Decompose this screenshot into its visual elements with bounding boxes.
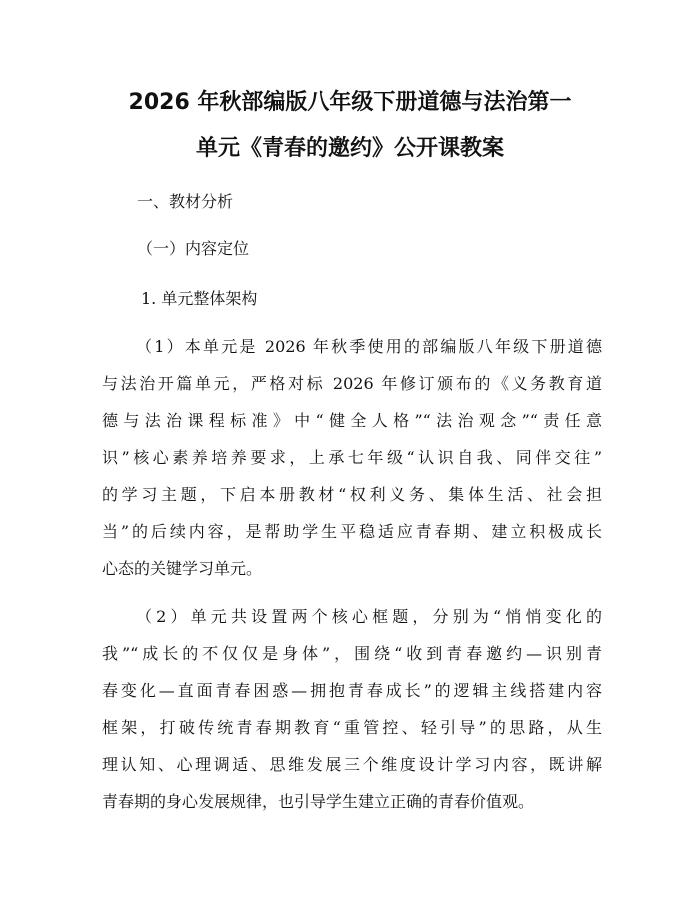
paragraph-2-line: 春变化—直面青春困惑—拥抱青春成长”的逻辑主线搭建内容 <box>102 681 602 700</box>
paragraph-1-line: 当”的后续内容，是帮助学生平稳适应青春期、建立积极成长 <box>102 522 602 541</box>
paragraph-1-line: 的学习主题，下启本册教材“权利义务、集体生活、社会担 <box>102 485 602 504</box>
paragraph-2-line: 理认知、心理调适、思维发展三个维度设计学习内容，既讲解 <box>102 755 602 774</box>
item-heading: 1. 单元整体架构 <box>141 289 258 308</box>
paragraph-2-line: 我”“成长的不仅仅是身体”，围绕“收到青春邀约—识别青 <box>102 644 602 663</box>
paragraph-1-line: 识”核心素养培养要求，上承七年级“认识自我、同伴交往” <box>102 448 602 467</box>
paragraph-2-line: 青春期的身心发展规律，也引导学生建立正确的青春价值观。 <box>102 792 535 811</box>
paragraph-2-line: （2）单元共设置两个核心框题，分别为“悄悄变化的 <box>136 607 602 626</box>
paragraph-1-line: 心态的关键学习单元。 <box>102 559 263 578</box>
subsection-heading: （一）内容定位 <box>137 239 250 258</box>
paragraph-2-line: 框架，打破传统青春期教育“重管控、轻引导”的思路，从生 <box>102 718 602 737</box>
document-title-line-2: 单元《青春的邀约》公开课教案 <box>195 136 504 161</box>
document-title-line-1: 2026 年秋部编版八年级下册道德与法治第一 <box>128 90 572 115</box>
section-heading: 一、教材分析 <box>137 192 234 211</box>
paragraph-1-line: 德与法治课程标准》中“健全人格”“法治观念”“责任意 <box>102 411 602 430</box>
paragraph-1-line: 与法治开篇单元，严格对标 2026 年修订颁布的《义务教育道 <box>102 374 602 393</box>
paragraph-1-line: （1）本单元是 2026 年秋季使用的部编版八年级下册道德 <box>136 337 602 356</box>
